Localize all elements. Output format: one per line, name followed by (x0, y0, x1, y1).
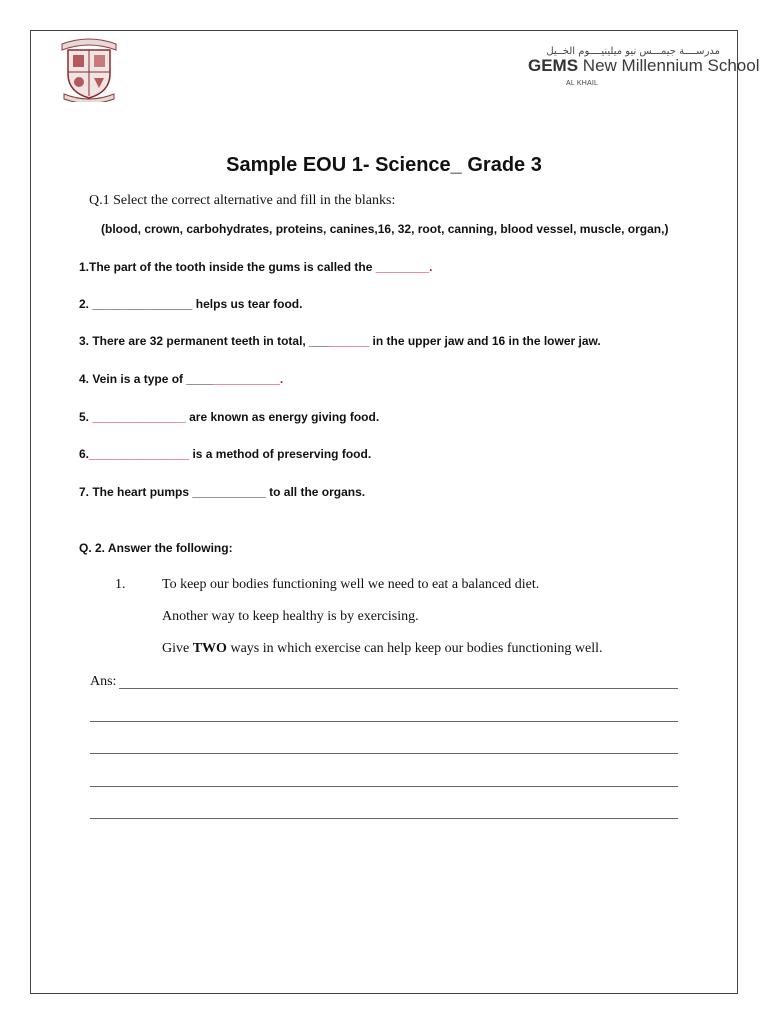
school-name-arabic: مدرســــة جيمـــس نيو ميلينيــــوم الخــيل (546, 46, 720, 57)
item-text-end: helps us tear food. (192, 297, 303, 311)
answer-line[interactable] (90, 721, 678, 722)
blank-line[interactable]: ___ (309, 334, 330, 348)
q2-line-3-bold: TWO (192, 641, 227, 656)
answer-line[interactable] (90, 818, 678, 819)
answer-line[interactable] (90, 786, 678, 787)
blank-line[interactable]: ___________ (192, 485, 266, 499)
item-text-end: is a method of preserving food. (189, 447, 372, 461)
item-text: 7. The heart pumps (79, 485, 193, 499)
fill-blank-item (79, 410, 379, 424)
q1-options: (blood, crown, carbohydrates, proteins, canines,16, 32, root, canning, blood vessel, muscle, organ,) (101, 222, 669, 236)
item-text: 6. (79, 447, 90, 461)
fill-blank-item (79, 260, 432, 274)
q2-line-3-pre: Give (162, 641, 193, 656)
q2-line-2: Another way to keep healthy is by exercising. (162, 609, 419, 624)
item-text: 1.The part of the tooth inside the gums is called the (79, 260, 376, 274)
fill-blank-item (79, 297, 302, 311)
q2-question-number: 1. (115, 577, 126, 592)
blank-line-red[interactable]: ______________ (92, 410, 186, 424)
fill-blank-item (79, 485, 365, 499)
fill-blank-item (79, 334, 601, 348)
item-text: 5. (79, 410, 93, 424)
school-location: AL KHAIL (566, 80, 599, 87)
school-logo (520, 46, 760, 96)
answer-line[interactable] (90, 753, 678, 754)
item-text-end: . (429, 260, 433, 274)
fill-blank-item (79, 447, 371, 461)
item-text: 4. Vein is a type of (79, 372, 187, 386)
q2-line-3 (162, 641, 603, 657)
answer-line[interactable] (119, 688, 678, 689)
answer-label: Ans: (90, 674, 117, 689)
fill-blank-item (79, 372, 283, 386)
q2-line-1: To keep our bodies functioning well we need to eat a balanced diet. (162, 577, 540, 592)
blank-line[interactable]: _______________ (92, 297, 193, 311)
school-name-bold: GEMS (528, 56, 579, 75)
item-text-end: to all the organs. (265, 485, 366, 499)
school-crest-logo (58, 36, 120, 102)
blank-line-red[interactable]: ________ (375, 260, 430, 274)
page-title: Sample EOU 1- Science_ Grade 3 (226, 154, 542, 176)
blank-line-red[interactable]: ______ (329, 334, 370, 348)
blank-line-red[interactable]: __________ (213, 372, 280, 386)
q1-prompt: Q.1 Select the correct alternative and fill in the blanks: (89, 193, 396, 208)
item-text-end: in the upper jaw and 16 in the lower jaw. (369, 334, 601, 348)
blank-line-red[interactable]: _______________ (89, 447, 190, 461)
item-text-end: . (279, 372, 284, 386)
school-name-rest: New Millennium School (582, 56, 760, 75)
item-text: 3. There are 32 permanent teeth in total, (79, 334, 310, 348)
item-text-end: are known as energy giving food. (185, 410, 380, 424)
q2-line-3-post: ways in which exercise can help keep our bodies functioning well. (226, 641, 603, 656)
q2-heading: Q. 2. Answer the following: (79, 541, 233, 555)
school-name (528, 56, 759, 76)
blank-line[interactable]: ____ (186, 372, 214, 386)
item-text: 2. (79, 297, 93, 311)
